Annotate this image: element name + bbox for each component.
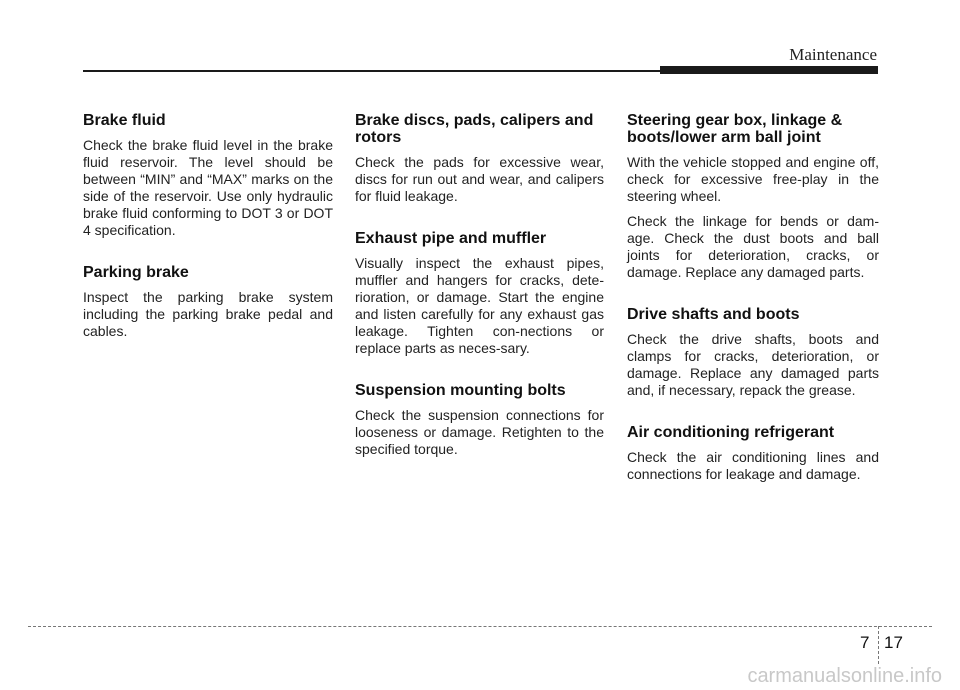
- section-suspension: [355, 382, 604, 458]
- page-header-title: Maintenance: [789, 45, 877, 64]
- section-text: Check the linkage for bends or dam-age. Check the dust boots and ball joints for deterioration, cracks, or damage. Replace any damaged parts.: [627, 213, 879, 280]
- section-text: Check the pads for excessive wear, discs for run out and wear, and calipers for fluid leakage.: [355, 154, 604, 204]
- section-heading: Drive shafts and boots: [627, 306, 800, 323]
- watermark-text: carmanualsonline.info: [747, 665, 942, 687]
- section-heading: Steering gear box, linkage & boots/lower arm ball joint: [627, 112, 843, 146]
- header-rule-thick: [660, 66, 878, 74]
- section-brake-discs: [355, 112, 604, 205]
- footer-dashed-divider: [878, 626, 879, 664]
- chapter-number: 7: [860, 633, 870, 652]
- section-text: Check the air conditioning lines and connections for leakage and damage.: [627, 449, 879, 482]
- section-parking-brake: [83, 264, 333, 340]
- section-heading: Brake fluid: [83, 112, 166, 129]
- section-brake-fluid: [83, 112, 333, 239]
- column-3: [627, 112, 879, 508]
- column-2: [355, 112, 604, 483]
- header-rule-thin: [83, 70, 663, 72]
- section-heading: Parking brake: [83, 264, 189, 281]
- section-text: With the vehicle stopped and engine off, check for excessive free-play in the steering wheel.: [627, 154, 879, 204]
- section-heading: Suspension mounting bolts: [355, 382, 566, 399]
- section-ac-refrigerant: [627, 424, 879, 483]
- section-exhaust: [355, 230, 604, 357]
- section-text: Visually inspect the exhaust pipes, muffler and hangers for cracks, dete-rioration, or damage. Start the engine and listen carefully for any exhaust gas leakage. Tighten con-nections or replace parts as neces-sary.: [355, 255, 604, 356]
- section-text: Inspect the parking brake system including the parking brake pedal and cables.: [83, 289, 333, 339]
- section-heading: Air conditioning refrigerant: [627, 424, 835, 441]
- section-text: Check the suspension connections for looseness or damage. Retighten to the specified torque.: [355, 407, 604, 457]
- section-drive-shafts: [627, 306, 879, 399]
- section-heading: Brake discs, pads, calipers and rotors: [355, 112, 594, 146]
- section-text: Check the brake fluid level in the brake fluid reservoir. The level should be between “MIN” and “MAX” marks on the side of the reservoir. Use only hydraulic brake fluid conforming to DOT 3 or DOT 4 specification.: [83, 137, 333, 238]
- column-1: [83, 112, 333, 365]
- section-heading: Exhaust pipe and muffler: [355, 230, 547, 247]
- page-number: 17: [884, 633, 903, 652]
- footer-dashed-rule: [28, 626, 932, 627]
- section-text: Check the drive shafts, boots and clamps for cracks, deterioration, or damage. Replace any damaged parts and, if necessary, repack the grease.: [627, 331, 879, 398]
- section-steering: [627, 112, 879, 281]
